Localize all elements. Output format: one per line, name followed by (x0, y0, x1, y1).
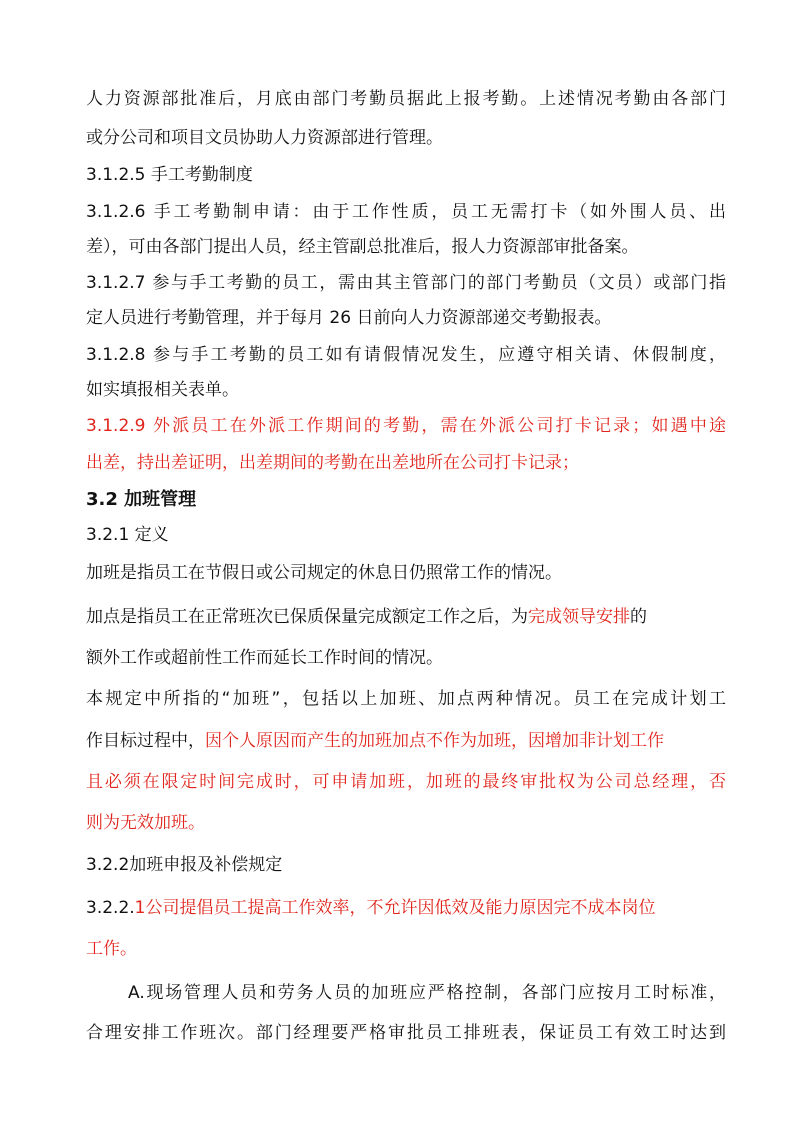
highlighted-span: 因个人原因而产生的加班加点不作为加班，因增加非计划工作 (205, 731, 664, 751)
paragraph-line: 合理安排工作班次。部门经理要严格审批员工排班表，保证员工有效工时达到 (86, 1023, 726, 1043)
paragraph-line-mixed (86, 729, 726, 753)
text-span: 作目标过程中， (86, 731, 205, 751)
highlighted-line: 出差，持出差证明，出差期间的考勤在出差地所在公司打卡记录； (86, 453, 579, 473)
paragraph-line: 加班是指员工在节假日或公司规定的休息日仍照常工作的情况。 (86, 563, 562, 583)
paragraph-line: 3.1.2.8 参与手工考勤的员工如有请假情况发生，应遵守相关请、休假制度， (86, 345, 726, 365)
section-heading-3-2: 3.2 加班管理 (86, 489, 197, 510)
section-heading-3-2-2: 3.2.2加班申报及补偿规定 (86, 855, 283, 875)
paragraph-line-mixed (86, 896, 726, 920)
text-span: 加点是指员工在正常班次已保质保量完成额定工作之后，为 (86, 607, 528, 627)
paragraph-line: 定人员进行考勤管理，并于每月 26 日前向人力资源部递交考勤报表。 (86, 308, 612, 328)
paragraph-line: 3.1.2.7 参与手工考勤的员工，需由其主管部门的部门考勤员（文员）或部门指 (86, 273, 726, 293)
section-heading-3-1-2-5: 3.1.2.5 手工考勤制度 (86, 165, 253, 185)
highlighted-span: 完成领导安排 (528, 607, 630, 627)
paragraph-line: 如实填报相关表单。 (86, 380, 239, 400)
paragraph-line-mixed (86, 605, 726, 629)
highlighted-line: 工作。 (86, 939, 137, 959)
paragraph-line: 额外工作或超前性工作而延长工作时间的情况。 (86, 648, 443, 668)
paragraph-line: 差），可由各部门提出人员，经主管副总批准后，报人力资源部审批备案。 (86, 237, 639, 257)
text-span: 3.2.2. (86, 898, 135, 918)
text-span: 的 (630, 607, 647, 627)
highlighted-line: 3.1.2.9 外派员工在外派工作期间的考勤，需在外派公司打卡记录；如遇中途 (86, 416, 726, 436)
paragraph-line: 3.1.2.6 手工考勤制申请：由于工作性质，员工无需打卡（如外围人员、出 (86, 202, 726, 222)
paragraph-line: 或分公司和项目文员协助人力资源部进行管理。 (86, 128, 443, 148)
paragraph-line: 本规定中所指的“加班”，包括以上加班、加点两种情况。员工在完成计划工 (86, 689, 726, 709)
section-heading-3-2-1: 3.2.1 定义 (86, 525, 169, 545)
paragraph-line: 人力资源部批准后，月底由部门考勤员据此上报考勤。上述情况考勤由各部门 (86, 89, 726, 109)
highlighted-span: 1公司提倡员工提高工作效率，不允许因低效及能力原因完不成本岗位 (134, 898, 656, 918)
highlighted-line: 且必须在限定时间完成时，可申请加班，加班的最终审批权为公司总经理，否 (86, 772, 726, 792)
highlighted-line: 则为无效加班。 (86, 813, 205, 833)
paragraph-line-indented: A.现场管理人员和劳务人员的加班应严格控制，各部门应按月工时标准， (128, 983, 726, 1003)
